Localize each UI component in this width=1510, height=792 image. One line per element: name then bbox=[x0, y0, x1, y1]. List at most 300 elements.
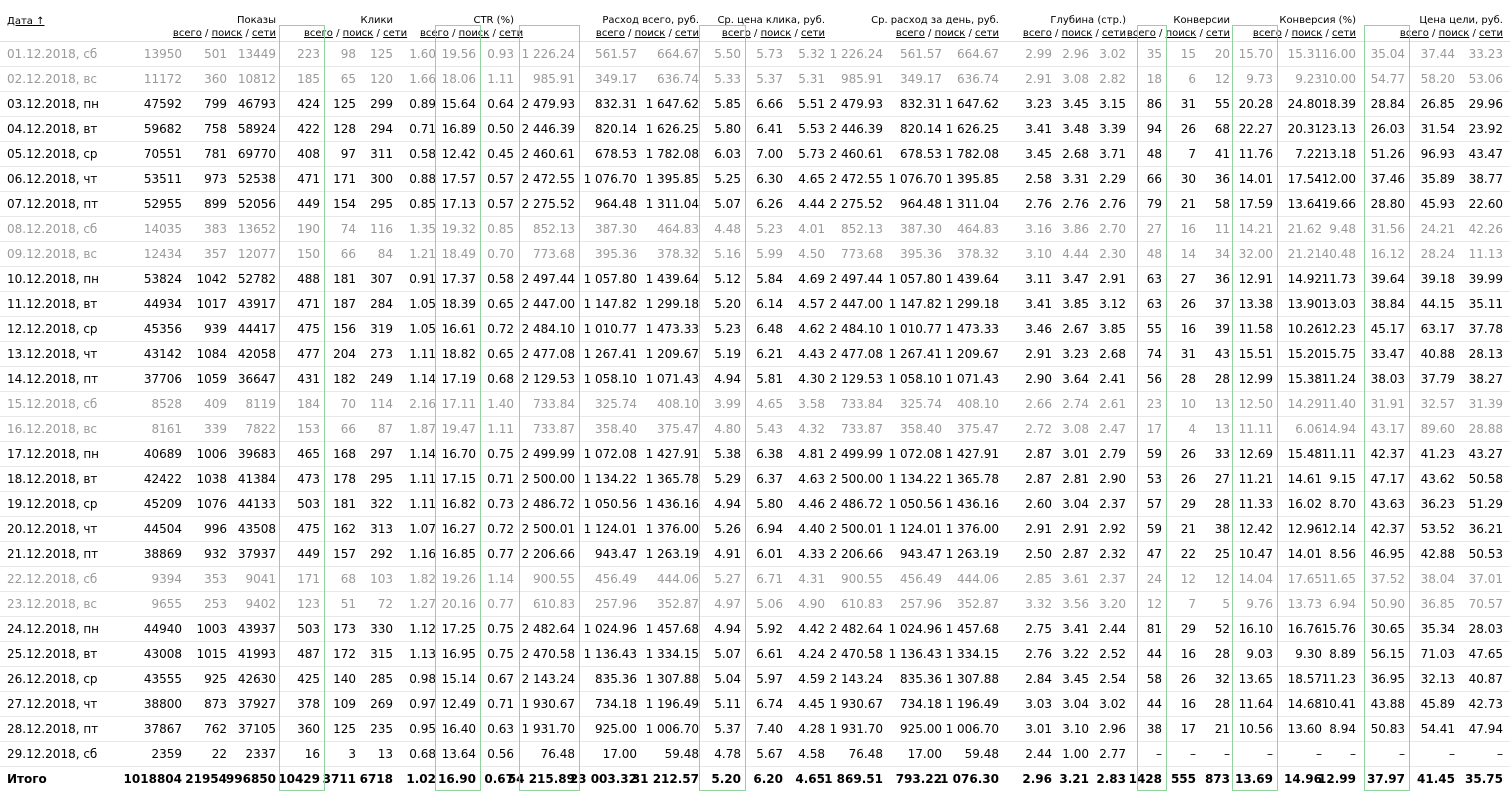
value-cell: 2.29 bbox=[1099, 172, 1126, 186]
value-cell: 70551 bbox=[143, 147, 182, 161]
value-cell: – bbox=[1350, 747, 1356, 761]
subheader-link-search[interactable]: поиск bbox=[1438, 28, 1470, 39]
value-cell: 52782 bbox=[237, 272, 276, 286]
value-cell: 932 bbox=[204, 547, 227, 561]
value-cell: 22 bbox=[211, 747, 227, 761]
value-cell: 5.80 bbox=[714, 122, 741, 136]
sort-arrow-icon: ↑ bbox=[36, 16, 45, 27]
value-cell: 6.41 bbox=[756, 122, 783, 136]
value-cell: 5.67 bbox=[756, 747, 783, 761]
value-cell: 32.00 bbox=[1238, 247, 1273, 261]
column-subheaders: всего / поиск / сети bbox=[721, 28, 825, 39]
value-cell: 17.15 bbox=[441, 472, 476, 486]
date-cell: 07.12.2018, пт bbox=[7, 197, 99, 211]
date-cell: 05.12.2018, ср bbox=[7, 147, 98, 161]
value-cell: 37.46 bbox=[1370, 172, 1405, 186]
value-cell: 1.00 bbox=[1062, 747, 1089, 761]
subheader-link-search[interactable]: поиск bbox=[458, 28, 490, 39]
column-group-title: Конверсии bbox=[1173, 15, 1230, 26]
value-cell: 42.73 bbox=[1468, 697, 1503, 711]
value-cell: 15 bbox=[1180, 47, 1196, 61]
value-cell: 1.11 bbox=[409, 497, 436, 511]
value-cell: 1 006.70 bbox=[645, 722, 699, 736]
date-column-header[interactable] bbox=[7, 16, 44, 28]
value-cell: 1076 bbox=[196, 497, 227, 511]
subheader-link-total[interactable]: всего bbox=[1022, 28, 1052, 39]
value-cell: 4.65 bbox=[756, 397, 783, 411]
value-cell: 172 bbox=[333, 647, 356, 661]
value-cell: 6.26 bbox=[756, 197, 783, 211]
subheader-link-total[interactable]: всего bbox=[420, 28, 449, 39]
value-cell: 181 bbox=[333, 497, 356, 511]
value-cell: 20 bbox=[1214, 47, 1230, 61]
table-row bbox=[0, 517, 1510, 542]
value-cell: 12.69 bbox=[1238, 447, 1273, 461]
date-cell: 28.12.2018, пт bbox=[7, 722, 99, 736]
value-cell: 249 bbox=[370, 372, 393, 386]
value-cell: 985.91 bbox=[533, 72, 575, 86]
value-cell: 4.94 bbox=[714, 497, 741, 511]
value-cell: 24 bbox=[1146, 572, 1162, 586]
value-cell: 47.94 bbox=[1468, 722, 1503, 736]
value-cell: 1.13 bbox=[409, 647, 436, 661]
value-cell: 10.41 bbox=[1321, 697, 1356, 711]
value-cell: 253 bbox=[204, 597, 227, 611]
value-cell: 11.21 bbox=[1238, 472, 1273, 486]
value-cell: 18.39 bbox=[441, 297, 476, 311]
value-cell: 69770 bbox=[237, 147, 276, 161]
value-cell: 313 bbox=[370, 522, 393, 536]
value-cell: 3.23 bbox=[1062, 347, 1089, 361]
value-cell: 1 147.82 bbox=[888, 297, 942, 311]
value-cell: 162 bbox=[333, 522, 356, 536]
value-cell: 12 bbox=[1214, 572, 1230, 586]
subheader-link-total[interactable]: всего bbox=[1126, 28, 1156, 39]
date-cell: 08.12.2018, сб bbox=[7, 222, 98, 236]
value-cell: 11.65 bbox=[1321, 572, 1356, 586]
value-cell: 5.29 bbox=[714, 472, 741, 486]
value-cell: 465 bbox=[297, 447, 320, 461]
value-cell: 43008 bbox=[143, 647, 182, 661]
value-cell: 5.43 bbox=[756, 422, 783, 436]
value-cell: 96.93 bbox=[1420, 147, 1455, 161]
subheader-link-networks[interactable]: сети bbox=[1479, 28, 1503, 39]
value-cell: 2.81 bbox=[1062, 472, 1089, 486]
value-cell: 4.48 bbox=[714, 222, 741, 236]
value-cell: 18.82 bbox=[441, 347, 476, 361]
value-cell: 352.87 bbox=[957, 597, 999, 611]
date-cell: 25.12.2018, вт bbox=[7, 647, 98, 661]
value-cell: 378 bbox=[297, 697, 320, 711]
value-cell: 1 050.56 bbox=[583, 497, 637, 511]
value-cell: 664.67 bbox=[657, 47, 699, 61]
value-cell: 269 bbox=[370, 697, 393, 711]
value-cell: 3.10 bbox=[1062, 722, 1089, 736]
value-cell: 1 311.04 bbox=[945, 197, 999, 211]
value-cell: 23 bbox=[1146, 397, 1162, 411]
value-cell: 12 bbox=[1146, 597, 1162, 611]
value-cell: 37.79 bbox=[1420, 372, 1455, 386]
value-cell: 56.15 bbox=[1370, 647, 1405, 661]
value-cell: 32.13 bbox=[1420, 672, 1455, 686]
date-cell: 26.12.2018, ср bbox=[7, 672, 98, 686]
value-cell: 2 129.53 bbox=[829, 372, 883, 386]
value-cell: 37.44 bbox=[1420, 47, 1455, 61]
value-cell: 2 472.55 bbox=[829, 172, 883, 186]
value-cell: 964.48 bbox=[900, 197, 942, 211]
value-cell: 50.53 bbox=[1468, 547, 1503, 561]
value-cell: 15.70 bbox=[1238, 47, 1273, 61]
value-cell: 4.44 bbox=[1062, 247, 1089, 261]
value-cell: 53.06 bbox=[1468, 72, 1503, 86]
value-cell: 0.85 bbox=[409, 197, 436, 211]
value-cell: 6.21 bbox=[756, 347, 783, 361]
value-cell: 4.94 bbox=[714, 372, 741, 386]
subheader-link-search[interactable]: поиск bbox=[211, 28, 243, 39]
subheader-link-search[interactable]: поиск bbox=[1291, 28, 1323, 39]
value-cell: 678.53 bbox=[595, 147, 637, 161]
value-cell: 3.45 bbox=[1025, 147, 1052, 161]
value-cell: 40.88 bbox=[1420, 347, 1455, 361]
value-cell: 3.02 bbox=[1099, 697, 1126, 711]
value-cell: 7.40 bbox=[756, 722, 783, 736]
value-cell: – bbox=[1316, 747, 1322, 761]
value-cell: 42630 bbox=[237, 672, 276, 686]
value-cell: 43 bbox=[1214, 347, 1230, 361]
value-cell: 7822 bbox=[245, 422, 276, 436]
value-cell: 4.57 bbox=[798, 297, 825, 311]
subheader-link-networks[interactable]: сети bbox=[1206, 28, 1230, 39]
value-cell: 11.64 bbox=[1238, 697, 1273, 711]
value-cell: 16 bbox=[1180, 697, 1196, 711]
value-cell: 0.75 bbox=[487, 622, 514, 636]
value-cell: 1.14 bbox=[409, 372, 436, 386]
subheader-link-search[interactable]: поиск bbox=[1165, 28, 1197, 39]
value-cell: 43.17 bbox=[1370, 422, 1405, 436]
value-cell: 15.20 bbox=[1287, 347, 1322, 361]
value-cell: 3.11 bbox=[1025, 272, 1052, 286]
column-group-title: Ср. расход за день, руб. bbox=[871, 15, 999, 26]
value-cell: 5.38 bbox=[714, 447, 741, 461]
value-cell: 6.37 bbox=[756, 472, 783, 486]
table-row bbox=[0, 342, 1510, 367]
value-cell: 0.91 bbox=[409, 272, 436, 286]
value-cell: 120 bbox=[370, 72, 393, 86]
value-cell: – bbox=[1224, 747, 1230, 761]
value-cell: 2.44 bbox=[1025, 747, 1052, 761]
value-cell: 53.52 bbox=[1420, 522, 1455, 536]
value-cell: 610.83 bbox=[841, 597, 883, 611]
subheader-link-networks[interactable]: сети bbox=[499, 28, 524, 39]
value-cell: 50.90 bbox=[1370, 597, 1405, 611]
value-cell: 28 bbox=[1214, 697, 1230, 711]
value-cell: 37867 bbox=[143, 722, 182, 736]
value-cell: 2.99 bbox=[1025, 47, 1052, 61]
value-cell: 444.06 bbox=[657, 572, 699, 586]
value-cell: 1 057.80 bbox=[583, 272, 637, 286]
subheader-link-total[interactable]: всего bbox=[895, 28, 925, 39]
subheader-link-search[interactable]: поиск bbox=[934, 28, 966, 39]
date-cell: 01.12.2018, сб bbox=[7, 47, 98, 61]
value-cell: 42.37 bbox=[1370, 447, 1405, 461]
subheader-link-total[interactable]: всего bbox=[1399, 28, 1429, 39]
value-cell: 36647 bbox=[237, 372, 276, 386]
value-cell: 2.16 bbox=[409, 397, 436, 411]
value-cell: 0.68 bbox=[409, 747, 436, 761]
subheader-link-search[interactable]: поиск bbox=[634, 28, 666, 39]
value-cell: 41 bbox=[1214, 147, 1230, 161]
value-cell: 1 473.33 bbox=[645, 322, 699, 336]
value-cell: 13.18 bbox=[1321, 147, 1356, 161]
value-cell: 21 bbox=[1180, 522, 1196, 536]
date-cell: 13.12.2018, чт bbox=[7, 347, 98, 361]
value-cell: 471 bbox=[297, 297, 320, 311]
value-cell: 378.32 bbox=[957, 247, 999, 261]
value-cell: 12.50 bbox=[1238, 397, 1273, 411]
value-cell: 9655 bbox=[151, 597, 182, 611]
value-cell: 0.72 bbox=[487, 322, 514, 336]
value-cell: 733.87 bbox=[533, 422, 575, 436]
value-cell: 17.65 bbox=[1287, 572, 1322, 586]
subheader-link-search[interactable]: поиск bbox=[760, 28, 792, 39]
subheader-link-total[interactable]: всего bbox=[595, 28, 625, 39]
value-cell: 72 bbox=[377, 597, 393, 611]
column-group-title: Показы bbox=[236, 15, 276, 26]
value-cell: 29.96 bbox=[1468, 97, 1503, 111]
value-cell: 28.13 bbox=[1468, 347, 1503, 361]
subheader-link-search[interactable]: поиск bbox=[342, 28, 374, 39]
table-row bbox=[0, 217, 1510, 242]
value-cell: 3.85 bbox=[1099, 322, 1126, 336]
value-cell: 2 484.10 bbox=[521, 322, 575, 336]
value-cell: 4.69 bbox=[798, 272, 825, 286]
subheader-link-networks[interactable]: сети bbox=[975, 28, 999, 39]
value-cell: 40.48 bbox=[1321, 247, 1356, 261]
value-cell: 8.56 bbox=[1329, 547, 1356, 561]
value-cell: 733.84 bbox=[533, 397, 575, 411]
value-cell: 0.77 bbox=[487, 547, 514, 561]
value-cell: 733.84 bbox=[841, 397, 883, 411]
subheader-link-total[interactable]: всего bbox=[721, 28, 751, 39]
value-cell: 943.47 bbox=[595, 547, 637, 561]
value-cell: 5.11 bbox=[714, 697, 741, 711]
value-cell: 835.36 bbox=[595, 672, 637, 686]
value-cell: 39.64 bbox=[1370, 272, 1405, 286]
subheader-link-search[interactable]: поиск bbox=[1061, 28, 1093, 39]
value-cell: 66 bbox=[340, 422, 356, 436]
value-cell: 43.88 bbox=[1370, 697, 1405, 711]
value-cell: 19.47 bbox=[441, 422, 476, 436]
value-cell: 0.57 bbox=[487, 197, 514, 211]
value-cell: 4.63 bbox=[798, 472, 825, 486]
subheader-link-networks[interactable]: сети bbox=[675, 28, 699, 39]
value-cell: 297 bbox=[370, 447, 393, 461]
value-cell: 31 212.57 bbox=[631, 772, 699, 786]
value-cell: 1 376.00 bbox=[645, 522, 699, 536]
value-cell: 2 497.44 bbox=[521, 272, 575, 286]
value-cell: 20.16 bbox=[441, 597, 476, 611]
value-cell: 56 bbox=[1146, 372, 1162, 386]
value-cell: 14.29 bbox=[1287, 397, 1322, 411]
value-cell: 125 bbox=[333, 722, 356, 736]
value-cell: 8119 bbox=[245, 397, 276, 411]
value-cell: 3.08 bbox=[1062, 72, 1089, 86]
value-cell: 39.99 bbox=[1468, 272, 1503, 286]
value-cell: 3.56 bbox=[1062, 597, 1089, 611]
value-cell: 2 482.64 bbox=[521, 622, 575, 636]
date-cell: 27.12.2018, чт bbox=[7, 697, 98, 711]
value-cell: 2 143.24 bbox=[829, 672, 883, 686]
value-cell: 31.54 bbox=[1420, 122, 1455, 136]
value-cell: 21954 bbox=[185, 772, 227, 786]
value-cell: 3.15 bbox=[1099, 97, 1126, 111]
value-cell: 358.40 bbox=[900, 422, 942, 436]
value-cell: 339 bbox=[204, 422, 227, 436]
value-cell: 204 bbox=[333, 347, 356, 361]
value-cell: 0.58 bbox=[487, 272, 514, 286]
value-cell: 4.32 bbox=[798, 422, 825, 436]
date-cell: 14.12.2018, пт bbox=[7, 372, 99, 386]
value-cell: 6.03 bbox=[714, 147, 741, 161]
subheader-link-networks[interactable]: сети bbox=[1332, 28, 1356, 39]
value-cell: 50.58 bbox=[1468, 472, 1503, 486]
value-cell: 285 bbox=[370, 672, 393, 686]
value-cell: 352.87 bbox=[657, 597, 699, 611]
value-cell: 425 bbox=[297, 672, 320, 686]
value-cell: 1 226.24 bbox=[521, 47, 575, 61]
value-cell: 16.61 bbox=[441, 322, 476, 336]
value-cell: 18.06 bbox=[441, 72, 476, 86]
value-cell: 48 bbox=[1146, 247, 1162, 261]
value-cell: 1 267.41 bbox=[888, 347, 942, 361]
value-cell: 16.89 bbox=[441, 122, 476, 136]
date-cell: 18.12.2018, вт bbox=[7, 472, 98, 486]
value-cell: 1 267.41 bbox=[583, 347, 637, 361]
value-cell: 734.18 bbox=[595, 697, 637, 711]
column-group-title: Конверсия (%) bbox=[1279, 15, 1356, 26]
value-cell: 17.00 bbox=[907, 747, 942, 761]
value-cell: 31 bbox=[1180, 347, 1196, 361]
value-cell: 29 bbox=[1180, 622, 1196, 636]
value-cell: 42058 bbox=[237, 347, 276, 361]
value-cell: 21 bbox=[1214, 722, 1230, 736]
value-cell: 2.90 bbox=[1025, 372, 1052, 386]
value-cell: 41993 bbox=[237, 647, 276, 661]
value-cell: 383 bbox=[204, 222, 227, 236]
value-cell: 330 bbox=[370, 622, 393, 636]
value-cell: 9.48 bbox=[1329, 222, 1356, 236]
value-cell: 11.11 bbox=[1238, 422, 1273, 436]
value-cell: 44 bbox=[1146, 647, 1162, 661]
value-cell: 2.82 bbox=[1099, 72, 1126, 86]
value-cell: 11.73 bbox=[1321, 272, 1356, 286]
value-cell: 257.96 bbox=[900, 597, 942, 611]
value-cell: 14035 bbox=[143, 222, 182, 236]
value-cell: 26.03 bbox=[1370, 122, 1405, 136]
subheader-link-total[interactable]: всего bbox=[304, 28, 333, 39]
value-cell: 47592 bbox=[143, 97, 182, 111]
value-cell: 2.91 bbox=[1099, 272, 1126, 286]
value-cell: 734.18 bbox=[900, 697, 942, 711]
value-cell: 54.77 bbox=[1370, 72, 1405, 86]
value-cell: 3.22 bbox=[1062, 647, 1089, 661]
value-cell: 2 479.93 bbox=[521, 97, 575, 111]
value-cell: 1 136.43 bbox=[583, 647, 637, 661]
value-cell: 13.38 bbox=[1238, 297, 1273, 311]
value-cell: 6.71 bbox=[756, 572, 783, 586]
value-cell: 38.77 bbox=[1468, 172, 1503, 186]
value-cell: 2.47 bbox=[1099, 422, 1126, 436]
value-cell: 1 050.56 bbox=[888, 497, 942, 511]
value-cell: 16 bbox=[1180, 222, 1196, 236]
subheader-link-networks[interactable]: сети bbox=[383, 28, 408, 39]
subheader-link-networks[interactable]: сети bbox=[1102, 28, 1126, 39]
value-cell: 20.31 bbox=[1287, 122, 1322, 136]
value-cell: 422 bbox=[297, 122, 320, 136]
value-cell: 41.45 bbox=[1417, 772, 1455, 786]
value-cell: 1 930.67 bbox=[521, 697, 575, 711]
value-cell: 1 626.25 bbox=[645, 122, 699, 136]
subheader-link-networks[interactable]: сети bbox=[252, 28, 276, 39]
value-cell: 38 bbox=[1214, 522, 1230, 536]
table-row bbox=[0, 642, 1510, 667]
value-cell: 38869 bbox=[143, 547, 182, 561]
table-row bbox=[0, 292, 1510, 317]
value-cell: 19.66 bbox=[1321, 197, 1356, 211]
value-cell: 4.50 bbox=[798, 247, 825, 261]
value-cell: 3.02 bbox=[1099, 47, 1126, 61]
value-cell: 1 869.51 bbox=[824, 772, 883, 786]
value-cell: 37.52 bbox=[1370, 572, 1405, 586]
value-cell: 2 275.52 bbox=[521, 197, 575, 211]
value-cell: 1 076.70 bbox=[583, 172, 637, 186]
value-cell: 2.61 bbox=[1099, 397, 1126, 411]
totals-label: Итого bbox=[7, 772, 47, 786]
value-cell: 6.06 bbox=[1295, 422, 1322, 436]
value-cell: 14.94 bbox=[1321, 422, 1356, 436]
value-cell: 10429 bbox=[278, 772, 320, 786]
value-cell: 6.48 bbox=[756, 322, 783, 336]
value-cell: 2.87 bbox=[1025, 447, 1052, 461]
value-cell: 4.58 bbox=[798, 747, 825, 761]
value-cell: 4.43 bbox=[798, 347, 825, 361]
value-cell: 116 bbox=[370, 222, 393, 236]
value-cell: 223 bbox=[297, 47, 320, 61]
value-cell: 44417 bbox=[237, 322, 276, 336]
subheader-link-total[interactable]: всего bbox=[172, 28, 202, 39]
date-cell: 19.12.2018, ср bbox=[7, 497, 98, 511]
value-cell: 9402 bbox=[245, 597, 276, 611]
value-cell: 12.49 bbox=[441, 697, 476, 711]
value-cell: 5 bbox=[1222, 597, 1230, 611]
value-cell: 2.79 bbox=[1099, 447, 1126, 461]
value-cell: 1 010.77 bbox=[583, 322, 637, 336]
value-cell: 9041 bbox=[245, 572, 276, 586]
subheader-link-networks[interactable]: сети bbox=[801, 28, 825, 39]
value-cell: 11.76 bbox=[1238, 147, 1273, 161]
value-cell: 38 bbox=[1146, 722, 1162, 736]
value-cell: 5.23 bbox=[714, 322, 741, 336]
value-cell: 40689 bbox=[143, 447, 182, 461]
value-cell: 1.07 bbox=[409, 522, 436, 536]
value-cell: 1 072.08 bbox=[583, 447, 637, 461]
date-header-label[interactable]: Дата bbox=[7, 16, 33, 27]
value-cell: 5.73 bbox=[798, 147, 825, 161]
value-cell: 58 bbox=[1214, 197, 1230, 211]
value-cell: 3.64 bbox=[1062, 372, 1089, 386]
subheader-link-total[interactable]: всего bbox=[1252, 28, 1282, 39]
value-cell: 16.27 bbox=[441, 522, 476, 536]
